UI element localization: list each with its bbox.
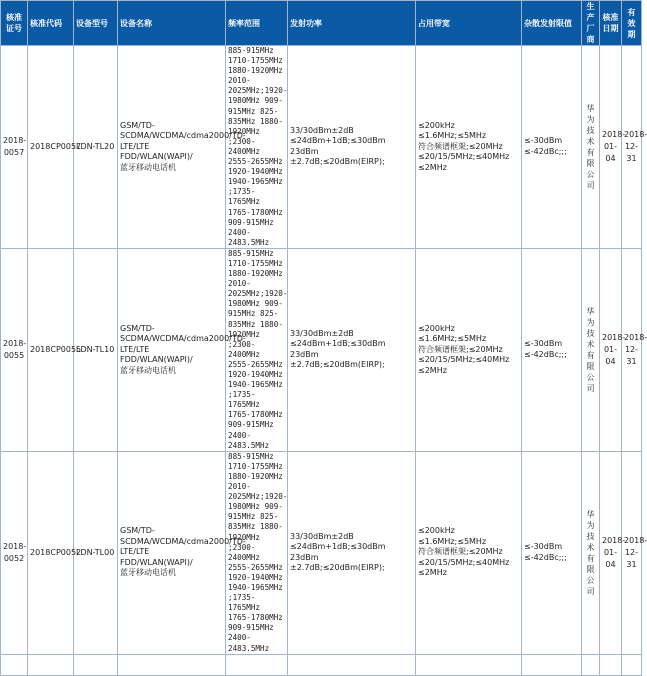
cell-manufacturer: 华 为 技 术 有 限 公 司 bbox=[582, 451, 600, 654]
cell-approval-date: 2018- 01-04 bbox=[600, 46, 622, 249]
header-validity: 有效期 bbox=[622, 1, 642, 46]
header-model: 设备型号 bbox=[74, 1, 118, 46]
cell-bandwidth: ≤200kHz ≤1.6MHz;≤5MHz 符合频谱框架;≤20MHz ≤20/15/5MHz;≤40MHz ≤2MHz bbox=[416, 451, 522, 654]
cell-validity: 2018- 12-31 bbox=[622, 46, 642, 249]
cell-tx-power: 33/30dBm±2dB ≤24dBm+1dB;≤30dBm 23dBm ±2.7dB;≤20dBm(EIRP); bbox=[288, 46, 416, 249]
cell-approval-code: 2018CP0057 bbox=[28, 46, 74, 249]
cell-freq-range: 885-915MHz 1710-1755MHz 1880-1920MHz 2010- 2025MHz;1920- 1980MHz 909- 915MHz 825- 835MHz 1880- 1920MHz ;2300-2400MHz 2555-2655MHz 1920-1940MHz 1940-1965MHz ;1735-1765MHz 1765-1780MHz 909-915MHz 2400- 2483.5MHz bbox=[226, 248, 288, 451]
header-bandwidth: 占用带宽 bbox=[416, 1, 522, 46]
cell-approval-code: 2018CP0052 bbox=[28, 451, 74, 654]
header-device-name: 设备名称 bbox=[118, 1, 226, 46]
cell-freq-range: 885-915MHz 1710-1755MHz 1880-1920MHz 2010- 2025MHz;1920- 1980MHz 909- 915MHz 825- 835MHz 1880- 1920MHz ;2300-2400MHz 2555-2655MHz 1920-1940MHz 1940-1965MHz ;1735-1765MHz 1765-1780MHz 909-915MHz 2400- 2483.5MHz bbox=[226, 451, 288, 654]
cell-device-name: GSM/TD- SCDMA/WCDMA/cdma2000/TD- LTE/LTE FDD/WLAN(WAPI)/ 蓝牙移动电话机 bbox=[118, 451, 226, 654]
cell-spurious: ≤-30dBm ≤-42dBc;;; bbox=[522, 248, 582, 451]
header-spurious: 杂散发射限值 bbox=[522, 1, 582, 46]
cell-spurious: ≤-30dBm ≤-42dBc;;; bbox=[522, 451, 582, 654]
header-approval-code: 核准代码 bbox=[28, 1, 74, 46]
cell-model: LDN-TL10 bbox=[74, 248, 118, 451]
cell-bandwidth: ≤200kHz ≤1.6MHz;≤5MHz 符合频谱框架;≤20MHz ≤20/15/5MHz;≤40MHz ≤2MHz bbox=[416, 46, 522, 249]
table-row bbox=[1, 451, 642, 654]
header-approval-date: 核准日期 bbox=[600, 1, 622, 46]
cell-freq-range: 885-915MHz 1710-1755MHz 1880-1920MHz 2010- 2025MHz;1920- 1980MHz 909- 915MHz 825- 835MHz 1880- 1920MHz ;2300-2400MHz 2555-2655MHz 1920-1940MHz 1940-1965MHz ;1735-1765MHz 1765-1780MHz 909-915MHz 2400- 2483.5MHz bbox=[226, 46, 288, 249]
cell-validity: 2018- 12-31 bbox=[622, 451, 642, 654]
table-row bbox=[1, 248, 642, 451]
header-approval-no: 核准 证号 bbox=[1, 1, 28, 46]
cell-bandwidth: ≤200kHz ≤1.6MHz;≤5MHz 符合频谱框架;≤20MHz ≤20/15/5MHz;≤40MHz ≤2MHz bbox=[416, 248, 522, 451]
cell-device-name: GSM/TD- SCDMA/WCDMA/cdma2000/TD- LTE/LTE FDD/WLAN(WAPI)/ 蓝牙移动电话机 bbox=[118, 248, 226, 451]
header-tx-power: 发射功率 bbox=[288, 1, 416, 46]
header-freq-range: 频率范围 bbox=[226, 1, 288, 46]
cell-validity: 2018- 12-31 bbox=[622, 248, 642, 451]
table-row-partial bbox=[1, 654, 642, 675]
cell-approval-no: 2018- 0057 bbox=[1, 46, 28, 249]
header-row bbox=[1, 1, 642, 46]
cell-model: LDN-TL20 bbox=[74, 46, 118, 249]
cell-approval-no: 2018- 0055 bbox=[1, 248, 28, 451]
cell-model: LDN-TL00 bbox=[74, 451, 118, 654]
cell-approval-date: 2018- 01-04 bbox=[600, 451, 622, 654]
cell-tx-power: 33/30dBm±2dB ≤24dBm+1dB;≤30dBm 23dBm ±2.7dB;≤20dBm(EIRP); bbox=[288, 451, 416, 654]
cell-tx-power: 33/30dBm±2dB ≤24dBm+1dB;≤30dBm 23dBm ±2.7dB;≤20dBm(EIRP); bbox=[288, 248, 416, 451]
cell-approval-no: 2018- 0052 bbox=[1, 451, 28, 654]
cell-spurious: ≤-30dBm ≤-42dBc;;; bbox=[522, 46, 582, 249]
table-row bbox=[1, 46, 642, 249]
cell-approval-date: 2018- 01-04 bbox=[600, 248, 622, 451]
cell-device-name: GSM/TD- SCDMA/WCDMA/cdma2000/TD- LTE/LTE FDD/WLAN(WAPI)/ 蓝牙移动电话机 bbox=[118, 46, 226, 249]
cell-approval-code: 2018CP0055 bbox=[28, 248, 74, 451]
cell-manufacturer: 华 为 技 术 有 限 公 司 bbox=[582, 46, 600, 249]
cell-manufacturer: 华 为 技 术 有 限 公 司 bbox=[582, 248, 600, 451]
header-manufacturer: 生产厂商 bbox=[582, 1, 600, 46]
